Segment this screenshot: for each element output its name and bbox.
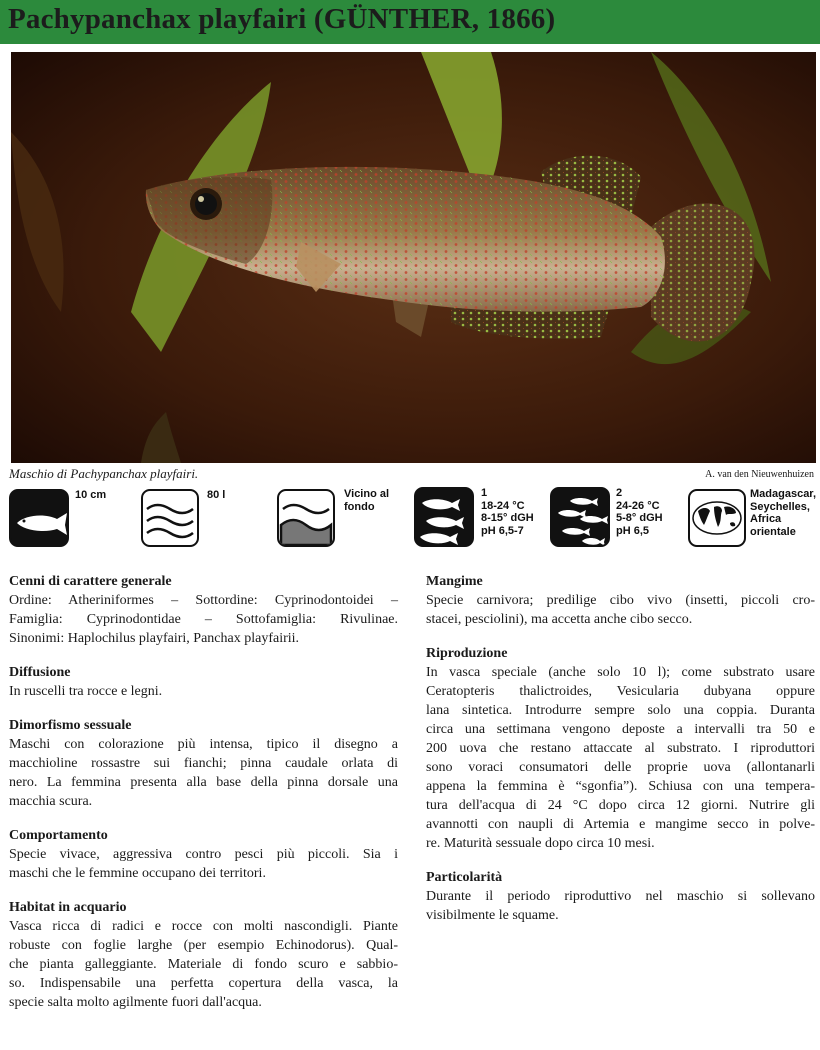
section-body: Specie vivace, aggressiva contro pesci più piccoli. Sia i maschi che le femmine occupano dei territori. — [9, 847, 398, 881]
section-body: Specie carnivora; predilige cibo vivo (insetti, piccoli cro- stacei, pesciolini), ma accetta anche cibo secco. — [426, 593, 815, 627]
section-heading: Dimorfismo sessuale — [9, 718, 132, 733]
fish-group-icon-2 — [550, 487, 610, 547]
section-heading: Riproduzione — [426, 646, 508, 661]
section-reproduction — [426, 644, 815, 853]
world-map-icon — [688, 489, 746, 547]
section-food — [426, 572, 815, 629]
origin-text: Madagascar, Seychelles, Africa orientale — [750, 488, 817, 538]
section-body: Maschi con colorazione più intensa, tipico il disegno a macchioline rossastre sui fianchi; pinna caudale orlata di nero. La femmina presenta alla base della pinna dorsale una macchia scura. — [9, 737, 398, 809]
section-body: Ordine: Atheriniformes – Sottordine: Cyprinodontoidei – Famiglia: Cyprinodontidae – Sottofamiglia: Rivulinae. Sinonimi: Haplochilus playfairi, Panchax playfairii. — [9, 593, 398, 646]
info-icons-strip — [0, 484, 820, 550]
tank-volume-icon — [141, 489, 199, 547]
left-column — [9, 572, 398, 1027]
photo-caption: Maschio di Pachypanchax playfairi. — [9, 466, 199, 481]
section-body: Vasca ricca di radici e rocce con molti nascondigli. Piante robuste con foglie larghe (per esempio Echinodorus). Qual- che pianta galleggiante. Materiale di fondo scuro e sabbio- so. Indispensabile una perfetta copertura della vasca, la specie salta molto agilmente fuori dall'acqua. — [9, 919, 398, 1010]
param2-text: 2 24-26 °C 5-8° dGH pH 6,5 — [616, 487, 663, 537]
title-banner — [0, 0, 820, 44]
volume-value: 80 l — [207, 489, 226, 501]
photo-credit: A. van den Nieuwenhuizen — [705, 469, 814, 480]
section-heading: Comportamento — [9, 828, 108, 843]
section-heading: Cenni di carattere generale — [9, 574, 172, 589]
section-distribution — [9, 663, 398, 701]
page-title: Pachypanchax playfairi (GÜNTHER, 1866) — [8, 3, 556, 35]
size-value: 10 cm — [75, 489, 107, 501]
section-peculiarity — [426, 868, 815, 925]
fish-size-icon — [9, 489, 69, 547]
zone-text: Vicino al fondo — [344, 488, 390, 513]
right-column — [426, 572, 815, 940]
param1-text: 1 18-24 °C 8-15° dGH pH 6,5-7 — [481, 487, 534, 537]
section-heading: Particolarità — [426, 870, 503, 885]
section-body: Durante il periodo riproduttivo nel maschio si sollevano visibilmente le squame. — [426, 889, 815, 923]
fish-group-icon-1 — [414, 487, 474, 547]
section-general — [9, 572, 398, 648]
fish-photo — [11, 52, 816, 463]
section-body: In ruscelli tra rocce e legni. — [9, 684, 163, 699]
section-dimorphism — [9, 716, 398, 811]
fish-illustration — [11, 52, 816, 463]
swim-zone-icon — [277, 489, 335, 547]
section-heading: Diffusione — [9, 665, 71, 680]
section-body: In vasca speciale (anche solo 10 l); come substrato usare Ceratopteris thalictroides, Vesicularia dubyana oppure lana sintetica. Introdurre sempre solo una coppia. Duranta circa una settimana vengono deposte a intervalli tra 50 e 200 uova che restano attaccate al substrato. I riproduttori sono voraci consumatori delle proprie uova (allontanarli appena la femmina è “sgonfia”). Schiusa con una tempera- tura dell'acqua di 24 °C dopo circa 12 giorni. Nutrire gli avannotti con naupli di Artemia e mangime secco in polve- re. Maturità sessuale dopo circa 10 mesi. — [426, 665, 815, 851]
section-behaviour — [9, 826, 398, 883]
section-heading: Mangime — [426, 574, 483, 589]
section-habitat — [9, 898, 398, 1012]
section-heading: Habitat in acquario — [9, 900, 127, 915]
